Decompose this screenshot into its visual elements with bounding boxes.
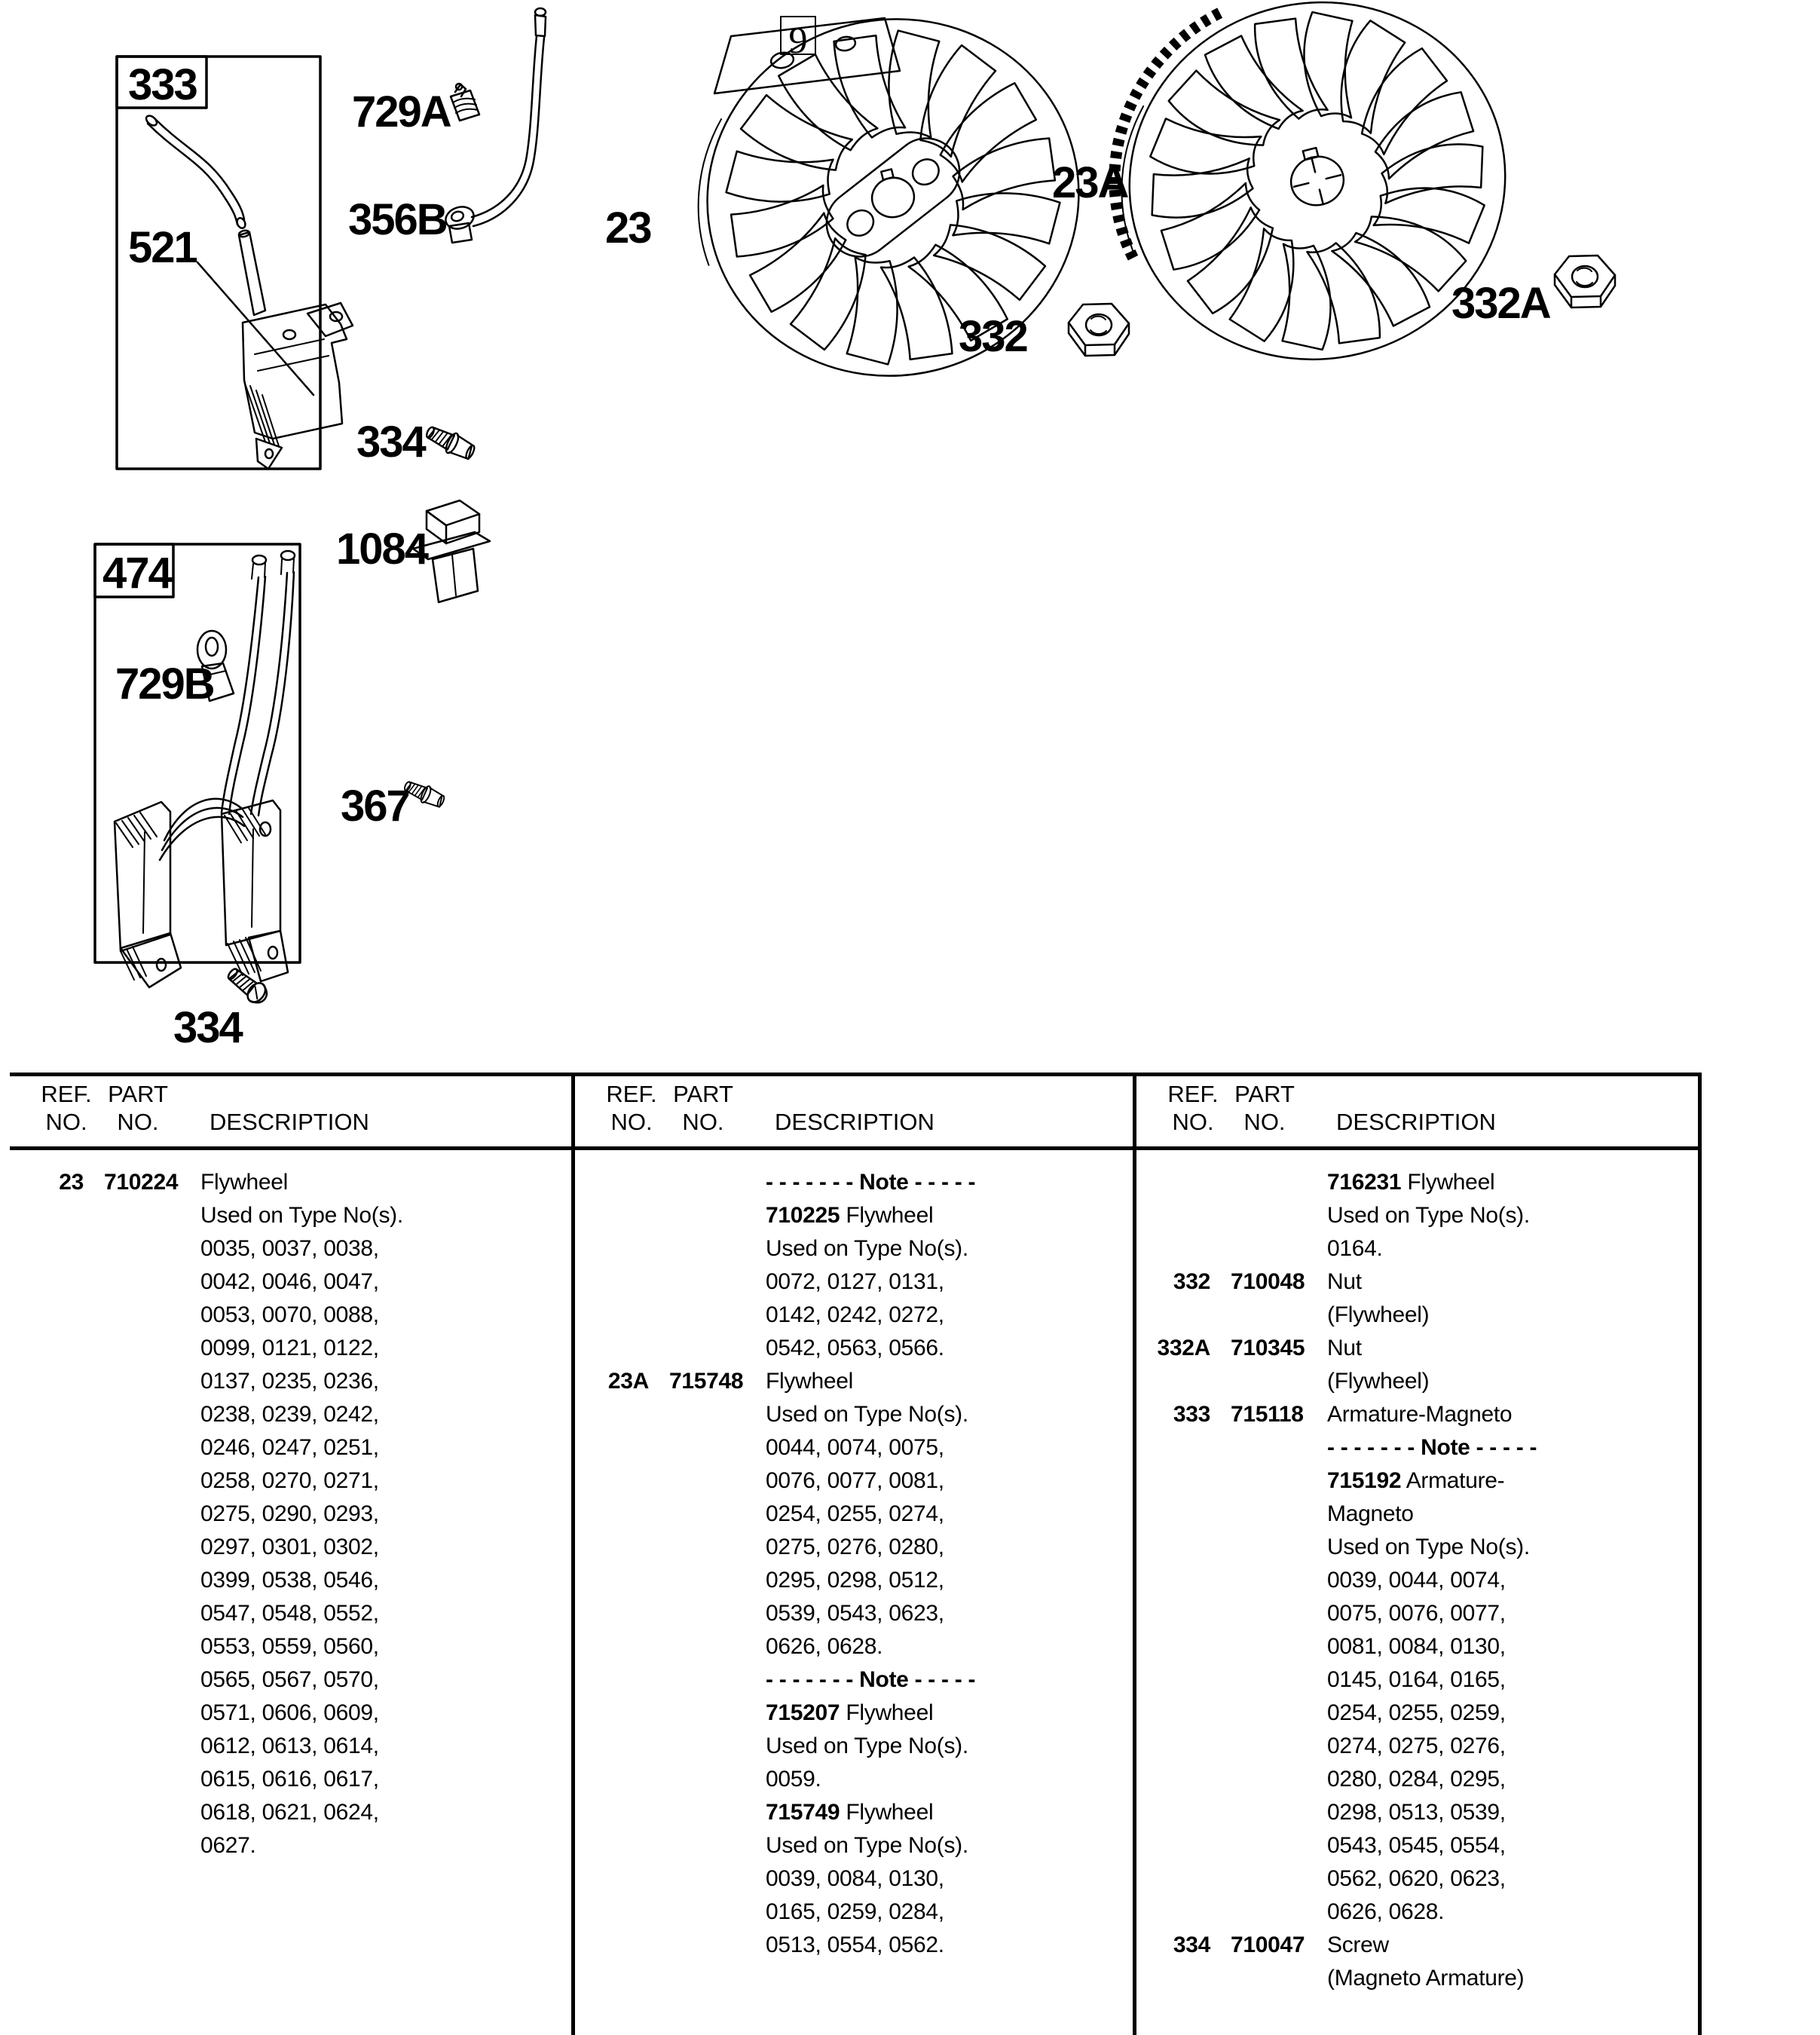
header-part-no xyxy=(673,1080,733,1136)
table-row xyxy=(575,1166,1133,1365)
description-line: 0547, 0548, 0552, xyxy=(200,1601,379,1626)
description-line: 0076, 0077, 0081, xyxy=(766,1468,944,1493)
header-ref-line2: NO. xyxy=(1172,1109,1214,1135)
description-line: Used on Type No(s). xyxy=(200,1203,403,1228)
armature-magneto-icon xyxy=(115,551,295,987)
header-part-line1: PART xyxy=(1234,1081,1295,1107)
description-line: 0042, 0046, 0047, xyxy=(200,1269,379,1294)
description-line: 0275, 0290, 0293, xyxy=(200,1501,379,1526)
description-line: 0254, 0255, 0259, xyxy=(1327,1700,1506,1725)
description-line: 0258, 0270, 0271, xyxy=(200,1468,379,1493)
description-line: Used on Type No(s). xyxy=(766,1734,968,1758)
description-line: 0618, 0621, 0624, xyxy=(200,1800,379,1825)
description-line: 0612, 0613, 0614, xyxy=(200,1734,379,1758)
description-line: Used on Type No(s). xyxy=(766,1402,968,1427)
alt-part-number: 716231 xyxy=(1327,1170,1402,1195)
description-line: 0165, 0259, 0284, xyxy=(766,1899,944,1924)
description-line: 0399, 0538, 0546, xyxy=(200,1568,379,1593)
description-line: 0081, 0084, 0130, xyxy=(1327,1634,1506,1659)
description-line: 715192 Armature- xyxy=(1327,1468,1505,1493)
header-description: DESCRIPTION xyxy=(1336,1109,1496,1135)
description-line: Used on Type No(s). xyxy=(766,1833,968,1858)
description-line: 715749 Flywheel xyxy=(766,1800,934,1825)
description-line: 0298, 0513, 0539, xyxy=(1327,1800,1506,1825)
header-part-line1: PART xyxy=(108,1081,168,1107)
callout-23a: 23A xyxy=(1052,158,1128,207)
header-part-no xyxy=(1234,1080,1295,1136)
header-ref-line1: REF. xyxy=(606,1081,657,1107)
part-no-cell: 710224 xyxy=(104,1170,179,1195)
description-line: Screw xyxy=(1327,1932,1389,1957)
table-row xyxy=(1136,1929,1698,1995)
description-line: 0072, 0127, 0131, xyxy=(766,1269,944,1294)
spark-plug-wire-icon xyxy=(145,114,265,315)
description-line: 0246, 0247, 0251, xyxy=(200,1435,379,1460)
description-line: 0626, 0628. xyxy=(1327,1899,1445,1924)
description-line: Flywheel xyxy=(766,1369,853,1394)
table-row xyxy=(1136,1398,1698,1929)
note-separator-line: - - - - - - - Note - - - - - xyxy=(766,1170,976,1195)
header-ref-line1: REF. xyxy=(41,1081,92,1107)
description-line: 0562, 0620, 0623, xyxy=(1327,1866,1506,1891)
leader-521 xyxy=(197,262,314,395)
header-ref-no xyxy=(606,1080,656,1136)
description-line: Magneto xyxy=(1327,1501,1414,1526)
table-column-body xyxy=(10,1146,571,1862)
ref-no-cell: 332 xyxy=(1173,1269,1210,1294)
alt-part-number: 710225 xyxy=(766,1203,840,1228)
ref-no-cell: 334 xyxy=(1173,1932,1210,1957)
header-part-line1: PART xyxy=(673,1081,733,1107)
description-line: 0039, 0084, 0130, xyxy=(766,1866,944,1891)
header-description: DESCRIPTION xyxy=(210,1109,369,1135)
header-part-line2: NO. xyxy=(682,1109,724,1135)
header-ref-line2: NO. xyxy=(45,1109,87,1135)
description-line: 0254, 0255, 0274, xyxy=(766,1501,944,1526)
ignition-coil-icon xyxy=(243,303,353,469)
callout-9: 9 xyxy=(788,19,808,61)
header-ref-no xyxy=(41,1080,91,1136)
description-line: 0035, 0037, 0038, xyxy=(200,1236,379,1261)
flywheel-23 xyxy=(659,0,1116,418)
table-header xyxy=(575,1076,1133,1146)
callout-474: 474 xyxy=(102,549,171,598)
description-cell xyxy=(766,1166,1133,1365)
callout-521: 521 xyxy=(128,223,197,272)
description-cell xyxy=(766,1365,1133,1962)
flywheel-23a xyxy=(1076,0,1543,402)
description-line: 0615, 0616, 0617, xyxy=(200,1767,379,1792)
description-cell xyxy=(1327,1332,1698,1398)
description-line: 0137, 0235, 0236, xyxy=(200,1369,379,1394)
note-separator-line: - - - - - - - Note - - - - - xyxy=(1327,1435,1537,1460)
description-line: 0513, 0554, 0562. xyxy=(766,1932,944,1957)
description-cell xyxy=(1327,1265,1698,1332)
ref-no-cell: 23A xyxy=(607,1369,649,1394)
description-line: 0553, 0559, 0560, xyxy=(200,1634,379,1659)
description-line: 0565, 0567, 0570, xyxy=(200,1667,379,1692)
description-line: 0059. xyxy=(766,1767,821,1792)
description-line: Nut xyxy=(1327,1269,1362,1294)
description-line: 0142, 0242, 0272, xyxy=(766,1302,944,1327)
description-line: (Magneto Armature) xyxy=(1327,1966,1525,1991)
header-ref-line2: NO. xyxy=(610,1109,653,1135)
description-cell xyxy=(1327,1929,1698,1995)
description-line: Used on Type No(s). xyxy=(1327,1535,1530,1559)
callout-332a: 332A xyxy=(1451,279,1550,328)
table-right-rule xyxy=(1698,1073,1702,2035)
nut-332a-icon xyxy=(1555,256,1615,308)
table-row xyxy=(1136,1166,1698,1265)
description-line: 0571, 0606, 0609, xyxy=(200,1700,379,1725)
header-description: DESCRIPTION xyxy=(775,1109,934,1135)
description-line: 0075, 0076, 0077, xyxy=(1327,1601,1506,1626)
parts-table-column-1 xyxy=(10,1076,571,1862)
description-cell xyxy=(1327,1166,1698,1265)
terminal-clip-icon xyxy=(451,84,479,121)
header-ref-line1: REF. xyxy=(1167,1081,1219,1107)
table-row xyxy=(1136,1332,1698,1398)
part-no-cell: 710047 xyxy=(1231,1932,1305,1957)
alt-part-number: 715749 xyxy=(766,1800,840,1825)
table-row xyxy=(10,1166,571,1862)
description-line: 0039, 0044, 0074, xyxy=(1327,1568,1506,1593)
callout-1084: 1084 xyxy=(336,525,428,574)
description-line: 0297, 0301, 0302, xyxy=(200,1535,379,1559)
description-line: 0164. xyxy=(1327,1236,1383,1261)
table-header xyxy=(10,1076,571,1146)
parts-table-column-3 xyxy=(1136,1076,1698,1995)
parts-table-column-2 xyxy=(575,1076,1133,1962)
header-ref-no xyxy=(1167,1080,1218,1136)
part-no-cell: 710345 xyxy=(1231,1336,1305,1360)
part-no-cell: 710048 xyxy=(1231,1269,1305,1294)
description-line: Flywheel xyxy=(200,1170,288,1195)
description-line: (Flywheel) xyxy=(1327,1302,1430,1327)
callout-334-top: 334 xyxy=(356,418,425,467)
table-row xyxy=(575,1365,1133,1962)
description-line: 0053, 0070, 0088, xyxy=(200,1302,379,1327)
screw-334-top-icon xyxy=(423,421,477,463)
callout-729a: 729A xyxy=(352,87,451,136)
description-line: Armature-Magneto xyxy=(1327,1402,1513,1427)
box-474-group xyxy=(95,544,300,987)
callout-333: 333 xyxy=(128,60,197,109)
callout-23: 23 xyxy=(605,204,651,252)
description-line: Nut xyxy=(1327,1336,1362,1360)
description-cell xyxy=(1327,1398,1698,1929)
table-row xyxy=(1136,1265,1698,1332)
ref-no-cell: 333 xyxy=(1173,1402,1210,1427)
callout-334-bottom: 334 xyxy=(173,1003,242,1052)
description-line: 715207 Flywheel xyxy=(766,1700,934,1725)
part-no-cell: 715118 xyxy=(1231,1402,1304,1427)
description-line: 0099, 0121, 0122, xyxy=(200,1336,379,1360)
table-column-body xyxy=(1136,1146,1698,1995)
table-header xyxy=(1136,1076,1698,1146)
header-part-line2: NO. xyxy=(117,1109,159,1135)
header-part-no xyxy=(108,1080,168,1136)
header-part-line2: NO. xyxy=(1243,1109,1286,1135)
description-cell xyxy=(200,1166,571,1862)
nut-332-icon xyxy=(1069,304,1129,356)
ref-no-cell: 23 xyxy=(59,1170,84,1195)
description-line: 0145, 0164, 0165, xyxy=(1327,1667,1506,1692)
description-line: 710225 Flywheel xyxy=(766,1203,934,1228)
description-line: 0295, 0298, 0512, xyxy=(766,1568,944,1593)
ground-wire-icon xyxy=(443,8,546,243)
description-line: 0275, 0276, 0280, xyxy=(766,1535,944,1559)
callout-729b: 729B xyxy=(115,659,214,708)
description-line: 0280, 0284, 0295, xyxy=(1327,1767,1506,1792)
part-no-cell: 715748 xyxy=(669,1369,744,1394)
description-line: 0626, 0628. xyxy=(766,1634,883,1659)
alt-part-number: 715192 xyxy=(1327,1468,1402,1493)
alt-part-number: 715207 xyxy=(766,1700,840,1725)
description-line: 716231 Flywheel xyxy=(1327,1170,1495,1195)
description-line: 0543, 0545, 0554, xyxy=(1327,1833,1506,1858)
description-line: 0542, 0563, 0566. xyxy=(766,1336,944,1360)
description-line: Used on Type No(s). xyxy=(1327,1203,1530,1228)
description-line: 0539, 0543, 0623, xyxy=(766,1601,944,1626)
note-separator-line: - - - - - - - Note - - - - - xyxy=(766,1667,976,1692)
callout-356b: 356B xyxy=(348,195,447,244)
description-line: Used on Type No(s). xyxy=(766,1236,968,1261)
callout-332: 332 xyxy=(959,312,1027,361)
callout-367: 367 xyxy=(341,782,409,831)
ref-no-cell: 332A xyxy=(1157,1336,1210,1360)
description-line: (Flywheel) xyxy=(1327,1369,1430,1394)
description-line: 0627. xyxy=(200,1833,256,1858)
description-line: 0044, 0074, 0075, xyxy=(766,1435,944,1460)
table-column-body xyxy=(575,1146,1133,1962)
description-line: 0274, 0275, 0276, xyxy=(1327,1734,1506,1758)
description-line: 0238, 0239, 0242, xyxy=(200,1402,379,1427)
